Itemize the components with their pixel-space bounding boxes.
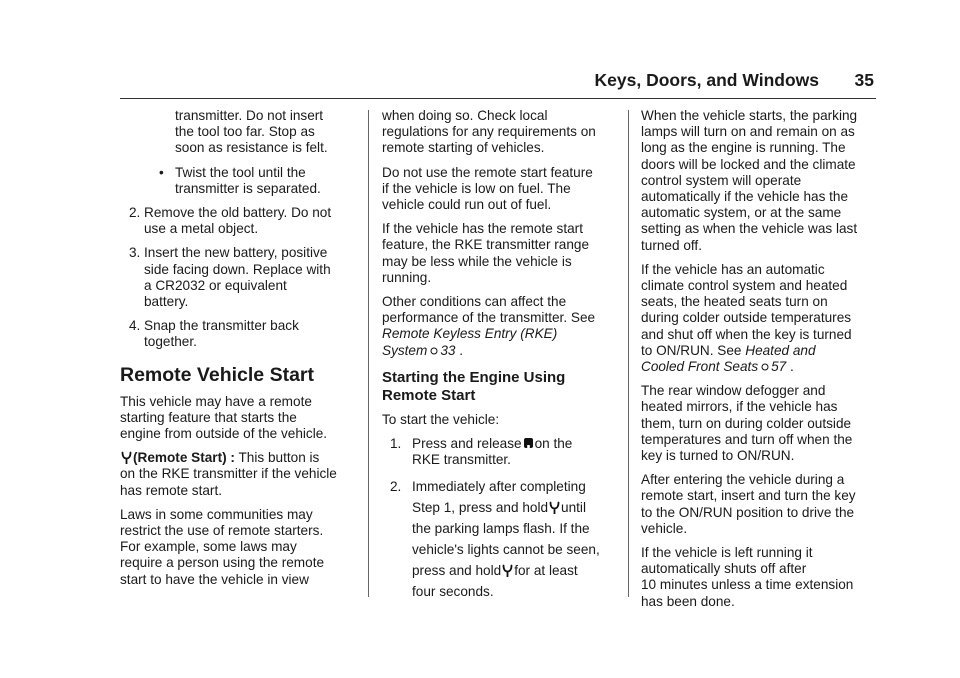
list-item-bullet: • Twist the tool until the transmitter is separated. xyxy=(159,164,321,196)
paragraph: Do not use the remote start feature if the vehicle is low on fuel. The vehicle could run out of fuel. xyxy=(382,164,593,213)
lock-icon xyxy=(523,437,534,449)
list-item-step-2: 2. Remove the old battery. Do not use a metal object. xyxy=(129,205,332,237)
rke-reference-link[interactable]: Remote Keyless Entry (RKE) xyxy=(382,326,558,342)
paragraph: when doing so. Check local regulations for any requirements on remote starting of vehicles. xyxy=(382,108,596,156)
paragraph: Laws in some communities may restrict the use of remote starters. For example, some laws may require a person using the remote start to have the vehicle in view xyxy=(120,506,325,587)
page-number: 35 xyxy=(854,70,874,90)
list-item-step-4: 4. Snap the transmitter back together. xyxy=(129,318,299,350)
column-divider-1 xyxy=(368,110,369,597)
remote-start-icon xyxy=(121,451,132,464)
remote-start-icon xyxy=(549,501,560,514)
list-item-step-3: 3. Insert the new battery, positive side facing down. Replace with a CR2032 or equivalent battery. xyxy=(129,245,331,310)
page-reference[interactable]: 57 xyxy=(771,359,787,375)
page-reference[interactable]: 33 xyxy=(440,342,456,358)
list-item-step-2: 2. Immediately after completing Step 1, press and hold until the parking lamps flash. If the vehicle's lights cannot be seen, press and hold for at least four seconds. xyxy=(390,479,600,600)
continued-text: transmitter. Do not insert the tool too far. Stop as soon as resistance is felt. xyxy=(175,108,328,156)
paragraph: When the vehicle starts, the parking lamps will turn on and remain on as long as the engine is running. The doors will be locked and the climate control system will operate automatically if the vehicle has the automatic system, or at the same setting as when the vehicle was last turned off. xyxy=(641,108,858,253)
seats-reference-link[interactable]: Cooled Front Seats xyxy=(641,359,759,375)
header-divider xyxy=(120,98,876,99)
list-item-step-1: 1. Press and release on the RKE transmitter. xyxy=(390,436,573,468)
bullet-marker: • xyxy=(159,164,164,180)
paragraph: After entering the vehicle during a remote start, insert and turn the key to the ON/RUN position to drive the vehicle. xyxy=(641,472,856,536)
subsection-heading: Starting the Engine Using Remote Start xyxy=(382,368,566,404)
paragraph-with-reference: Other conditions can affect the performance of the transmitter. See Remote Keyless Entry (RKE) System 33 . xyxy=(382,294,596,358)
paragraph: If the vehicle has the remote start feature, the RKE transmitter range may be less while the vehicle is running. xyxy=(382,221,590,285)
section-heading: Remote Vehicle Start xyxy=(120,363,314,386)
remote-start-paragraph: (Remote Start) : This button is on the RKE transmitter if the vehicle has remote start. xyxy=(120,450,337,498)
rke-reference-link[interactable]: System xyxy=(382,342,428,358)
paragraph: If the vehicle is left running it automatically shuts off after 10 minutes unless a time extension has been done. xyxy=(641,545,854,609)
column-1 xyxy=(120,108,360,596)
paragraph: The rear window defogger and heated mirrors, if the vehicle has them, turn on during colder outside temperatures and turn off when the key is turned to ON/RUN. xyxy=(641,383,853,464)
section-title: Keys, Doors, and Windows xyxy=(594,70,819,90)
page-header xyxy=(120,70,876,98)
page-reference-icon xyxy=(761,363,769,371)
remote-start-icon xyxy=(502,564,513,577)
paragraph-with-reference: If the vehicle has an automatic climate control system and heated seats, the heated seats turn on during colder outside temperatures and shut off when the key is turned to ON/RUN. See Heated and Cooled Front Seats 57 . xyxy=(641,261,852,375)
page-reference-icon xyxy=(430,347,438,355)
intro-text: To start the vehicle: xyxy=(382,411,500,427)
seats-reference-link[interactable]: Heated and xyxy=(745,342,816,358)
column-divider-2 xyxy=(628,110,629,597)
column-3 xyxy=(641,108,881,618)
column-2 xyxy=(382,108,620,610)
paragraph: This vehicle may have a remote starting feature that starts the engine from outside of the vehicle. xyxy=(120,393,328,442)
